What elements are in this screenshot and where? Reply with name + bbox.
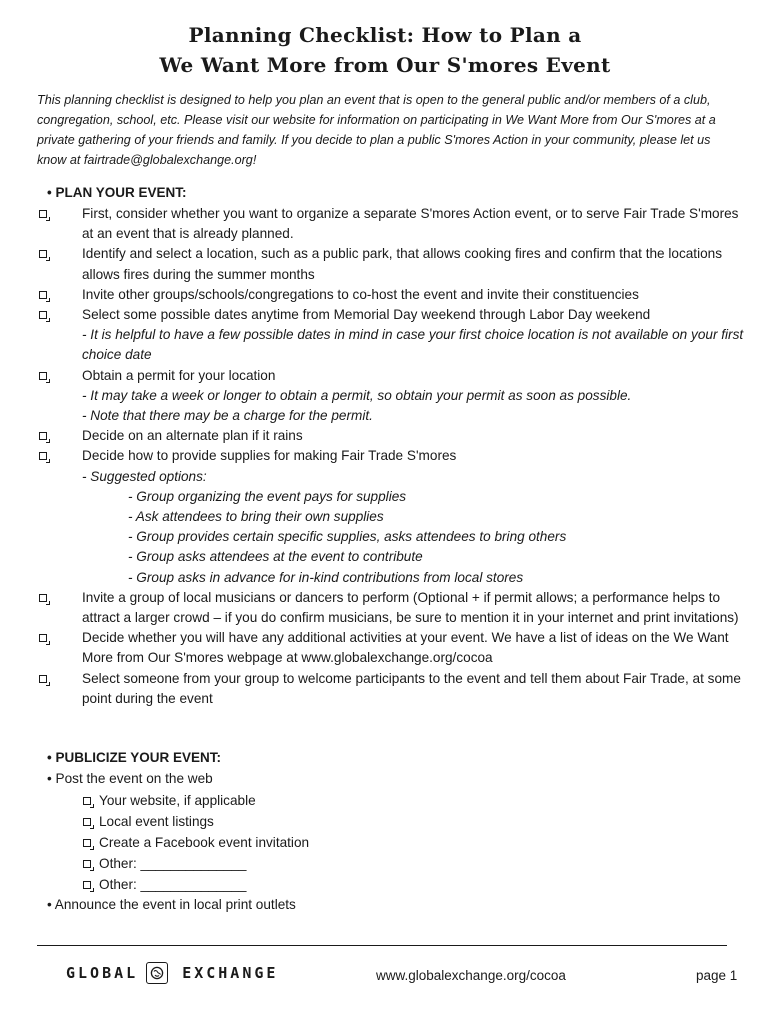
- checkbox-icon[interactable]: [83, 818, 91, 826]
- checklist-item: [0, 628, 770, 668]
- checklist-item-text: Decide on an alternate plan if it rains: [82, 428, 303, 444]
- publicize-bullet: • Announce the event in local print outlets: [47, 896, 296, 912]
- footer-divider: [37, 945, 727, 946]
- checkbox-icon[interactable]: [39, 210, 47, 218]
- publicize-section-heading: • PUBLICIZE YOUR EVENT:: [47, 750, 221, 765]
- checklist-item-text: Decide whether you will have any additional activities at your event. We have a list of ideas on the We Want More from Our S'mores webpage at www.globalexchange.org/cocoa: [82, 630, 729, 666]
- checklist-item-note: - It is helpful to have a few possible dates in mind in case your first choice location is not available on your first choice date: [82, 327, 744, 363]
- checkbox-icon[interactable]: [39, 594, 47, 602]
- checklist-item: [0, 366, 770, 427]
- globe-icon: [146, 962, 168, 984]
- checklist-item-text: Select someone from your group to welcome participants to the event and tell them about Fair Trade, at some point during the event: [82, 670, 741, 706]
- publicize-subitem: [47, 853, 747, 874]
- publicize-subitem-text: Your website, if applicable: [99, 792, 256, 808]
- checklist-item-note: - It may take a week or longer to obtain a permit, so obtain your permit as soon as possible.: [82, 387, 632, 403]
- logo-text-left: GLOBAL: [66, 964, 139, 982]
- checklist-item-text: Decide how to provide supplies for making Fair Trade S'mores: [82, 448, 457, 464]
- checkbox-icon[interactable]: [39, 675, 47, 683]
- footer-url[interactable]: www.globalexchange.org/cocoa: [376, 968, 566, 983]
- checkbox-icon[interactable]: [39, 250, 47, 258]
- global-exchange-logo: [66, 962, 278, 984]
- checkbox-icon[interactable]: [83, 797, 91, 805]
- supply-option: - Group organizing the event pays for supplies: [128, 488, 407, 504]
- publicize-list: [47, 769, 747, 915]
- checklist-item: [0, 426, 770, 446]
- supply-option: - Ask attendees to bring their own supplies: [128, 509, 384, 525]
- checklist-item-text: Obtain a permit for your location: [82, 367, 276, 383]
- plan-checklist: [0, 204, 770, 709]
- supply-option: - Group provides certain specific supplies, asks attendees to bring others: [128, 529, 567, 545]
- checklist-item-note: - Note that there may be a charge for the permit.: [82, 408, 373, 424]
- checklist-item-text: First, consider whether you want to organize a separate S'mores Action event, or to serve Fair Trade S'mores at an event that is already planned.: [82, 206, 739, 242]
- checkbox-icon[interactable]: [39, 291, 47, 299]
- checkbox-icon[interactable]: [39, 311, 47, 319]
- publicize-subitem-text: Create a Facebook event invitation: [99, 834, 310, 850]
- checkbox-icon[interactable]: [83, 860, 91, 868]
- checklist-item-text: Select some possible dates anytime from Memorial Day weekend through Labor Day weekend: [82, 307, 651, 323]
- checklist-item: [0, 588, 770, 628]
- page-title: [0, 20, 770, 80]
- publicize-bullet: • Post the event on the web: [47, 771, 213, 786]
- publicize-subitem-text: Local event listings: [99, 813, 214, 829]
- checklist-item: [0, 305, 770, 366]
- publicize-subitem: [47, 874, 747, 895]
- publicize-subitem-text: Other: ______________: [99, 876, 247, 892]
- logo-text-right: EXCHANGE: [182, 964, 279, 982]
- publicize-subitem: [47, 811, 747, 832]
- title-line-1: Planning Checklist: How to Plan a: [188, 23, 582, 47]
- supply-option: - Group asks attendees at the event to contribute: [128, 549, 423, 565]
- checkbox-icon[interactable]: [83, 881, 91, 889]
- checkbox-icon[interactable]: [39, 634, 47, 642]
- checklist-item-text: Identify and select a location, such as a public park, that allows cooking fires and confirm that the locations allows fires during the summer months: [82, 246, 723, 282]
- checkbox-icon[interactable]: [39, 432, 47, 440]
- checkbox-icon[interactable]: [83, 839, 91, 847]
- checklist-item: [0, 446, 770, 587]
- checkbox-icon[interactable]: [39, 372, 47, 380]
- checklist-item-note: - Suggested options:: [82, 468, 207, 484]
- page-number: page 1: [696, 968, 738, 983]
- checkbox-icon[interactable]: [39, 452, 47, 460]
- title-line-2: We Want More from Our S'mores Event: [159, 53, 611, 77]
- checklist-item-text: Invite a group of local musicians or dancers to perform (Optional + if permit allows; a performance helps to attract a larger crowd – if you do confirm musicians, be sure to mention it in your internet and print invitations): [82, 589, 739, 626]
- checklist-item: [0, 669, 770, 709]
- plan-section-heading: • PLAN YOUR EVENT:: [47, 185, 187, 200]
- intro-paragraph: This planning checklist is designed to help you plan an event that is open to the general public and/or members of a club, congregation, school, etc. Please visit our website for information on participating in We Want More from Our S'mores at a private gathering of your friends and family. If you decide to plan a public S'mores Action in your community, please let us know at fairtrade@globalexchange.org!: [37, 93, 716, 167]
- checklist-item: [0, 285, 770, 305]
- checklist-item-text: Invite other groups/schools/congregations to co-host the event and invite their constituencies: [82, 286, 639, 302]
- publicize-subitem: [47, 832, 747, 853]
- checklist-item: [0, 204, 770, 244]
- supply-option: - Group asks in advance for in-kind contributions from local stores: [128, 569, 524, 585]
- publicize-subitem-text: Other: ______________: [99, 855, 247, 871]
- checklist-item: [0, 244, 770, 284]
- publicize-subitem: [47, 790, 747, 811]
